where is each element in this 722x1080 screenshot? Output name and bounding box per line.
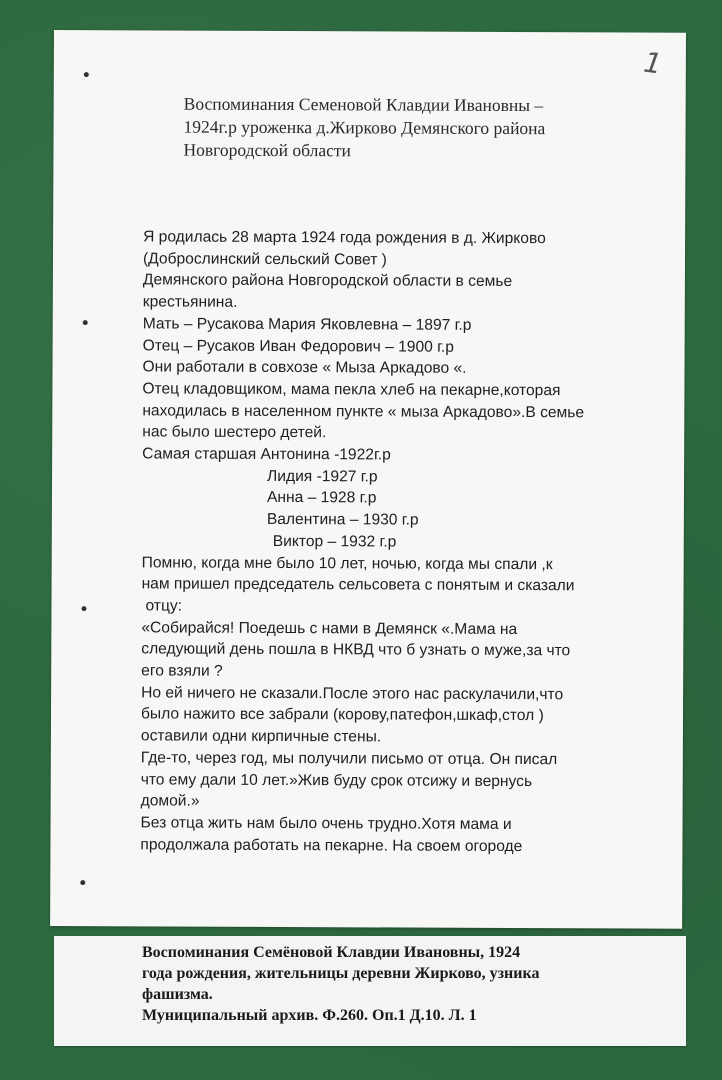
document-page: [50, 30, 686, 929]
text-line: Без отца жить нам было очень трудно.Хотя мама и: [140, 814, 512, 833]
document-heading: [183, 93, 663, 164]
punch-hole: [80, 880, 85, 885]
sibling-line: Лидия -1927 г.р: [267, 467, 378, 486]
text-line: Самая старшая Антонина -1922г.р: [142, 445, 391, 464]
text-line: нас было шестеро детей.: [142, 423, 327, 442]
punch-hole: [84, 72, 89, 77]
text-line: что ему дали 10 лет.»Жив буду срок отсижу и вернусь: [140, 770, 533, 790]
text-line: нам пришел председатель сельсовета с понятым и сказали: [141, 575, 575, 595]
text-line: Отец кладовщиком, мама пекла хлеб на пекарне,которая: [142, 380, 561, 400]
archive-caption-label: [54, 936, 686, 1046]
punch-hole: [83, 320, 88, 325]
text-line: было нажито все забрали (корову,патефон,шкаф,стол ): [140, 705, 544, 725]
text-line: следующий день пошла в НКВД что б узнать о муже,за что: [141, 640, 571, 660]
heading-line: Новгородской области: [183, 139, 351, 161]
sibling-line: Виктор – 1932 г.р: [272, 532, 397, 551]
memoir-text: [140, 226, 673, 858]
text-line: крестьянина.: [142, 293, 238, 311]
text-line: Они работали в совхозе « Мыза Аркадово «.: [142, 358, 467, 378]
caption-line: года рождения, жительницы деревни Жирково, узника: [142, 965, 540, 982]
text-line: отцу:: [145, 597, 183, 615]
text-line: Но ей ничего не сказали.После этого нас раскулачили,что: [141, 684, 564, 703]
punch-hole: [81, 606, 86, 611]
caption-line: Муниципальный архив. Ф.260. Оп.1 Д.10. Л. 1: [142, 1007, 477, 1024]
text-line: (Доброслинский сельский Совет ): [142, 250, 387, 269]
text-line: Я родилась 28 марта 1924 года рождения в д. Жирково: [143, 228, 546, 248]
text-line: «Собирайся! Поедешь с нами в Демянск «.Мама на: [141, 619, 518, 638]
text-line: продолжала работать на пекарне. На своем огороде: [140, 836, 523, 855]
caption-text: [142, 936, 539, 1026]
handwritten-page-number: 1: [641, 45, 665, 81]
sibling-line: Валентина – 1930 г.р: [266, 511, 419, 529]
heading-line: 1924г.р уроженка д.Жирково Демянского района: [183, 116, 546, 139]
text-line: Мать – Русакова Мария Яковлевна – 1897 г.р: [142, 315, 472, 334]
text-line: домой.»: [140, 792, 200, 810]
text-line: Демянского района Новгородской области в семье: [142, 271, 513, 291]
text-line: Где-то, через год, мы получили письмо от отца. Он писал: [140, 749, 558, 769]
sibling-line: Анна – 1928 г.р: [266, 489, 377, 507]
text-line: его взяли ?: [141, 662, 223, 680]
caption-line: Воспоминания Семёновой Клавдии Ивановны, 1924: [142, 944, 521, 961]
text-line: Помню, когда мне было 10 лет, ночью, когда мы спали ,к: [141, 553, 553, 573]
text-line: Отец – Русаков Иван Федорович – 1900 г.р: [142, 336, 454, 356]
text-line: находилась в населенном пункте « мыза Аркадово».В семье: [142, 402, 585, 421]
caption-line: фашизма.: [142, 986, 213, 1003]
heading-line: Воспоминания Семеновой Клавдии Ивановны –: [183, 93, 544, 116]
text-line: оставили одни кирпичные стены.: [140, 727, 382, 746]
